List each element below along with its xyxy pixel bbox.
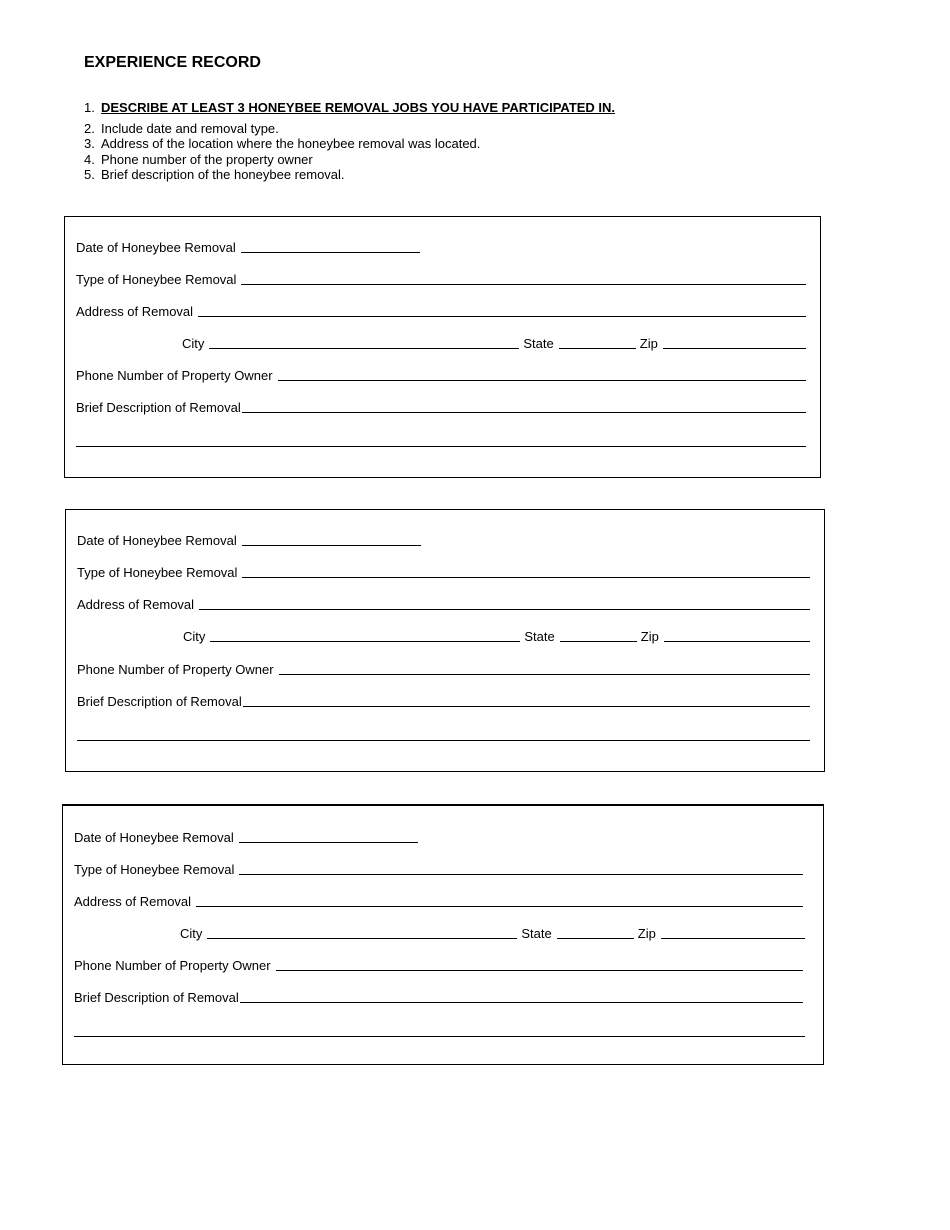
date-label: Date of Honeybee Removal <box>74 830 234 845</box>
state-field[interactable] <box>560 627 637 642</box>
instruction-text: Include date and removal type. <box>101 120 279 136</box>
description-continuation-field[interactable] <box>74 1022 805 1037</box>
description-label: Brief Description of Removal <box>76 400 241 415</box>
date-label: Date of Honeybee Removal <box>76 240 236 255</box>
type-field[interactable] <box>239 860 803 875</box>
address-row <box>74 891 803 909</box>
city-field[interactable] <box>209 334 519 349</box>
zip-field[interactable] <box>663 334 806 349</box>
instruction-number: 5. <box>84 167 95 183</box>
description-continuation-field[interactable] <box>76 432 806 447</box>
removal-record-box <box>62 804 824 1065</box>
city-field[interactable] <box>210 627 520 642</box>
instruction-item <box>84 121 615 137</box>
state-field[interactable] <box>559 334 636 349</box>
instruction-text: Address of the location where the honeybee removal was located. <box>101 136 481 152</box>
address-row <box>77 594 810 612</box>
zip-label: Zip <box>640 629 659 644</box>
description-row <box>77 691 810 709</box>
description-label: Brief Description of Removal <box>74 990 239 1005</box>
city-state-zip-row <box>74 923 805 941</box>
type-field[interactable] <box>242 563 810 578</box>
description-field[interactable] <box>243 692 810 707</box>
address-label: Address of Removal <box>76 304 194 319</box>
phone-row <box>74 955 803 973</box>
instruction-text: Brief description of the honeybee removal. <box>101 167 345 183</box>
type-label: Type of Honeybee Removal <box>76 272 237 287</box>
city-field[interactable] <box>207 924 517 939</box>
address-field[interactable] <box>198 302 806 317</box>
state-label: State <box>523 336 554 351</box>
state-label: State <box>521 926 552 941</box>
address-field[interactable] <box>199 595 810 610</box>
instruction-number: 2. <box>84 120 95 136</box>
phone-label: Phone Number of Property Owner <box>77 662 274 677</box>
city-label: City <box>180 926 203 941</box>
type-field[interactable] <box>241 270 806 285</box>
date-field[interactable] <box>239 828 418 843</box>
phone-row <box>77 659 810 677</box>
zip-label: Zip <box>637 926 656 941</box>
removal-record-box <box>65 509 825 772</box>
zip-field[interactable] <box>661 924 805 939</box>
state-label: State <box>524 629 555 644</box>
address-label: Address of Removal <box>77 597 195 612</box>
zip-field[interactable] <box>664 627 810 642</box>
instruction-item <box>84 100 615 116</box>
phone-label: Phone Number of Property Owner <box>76 368 273 383</box>
address-field[interactable] <box>196 892 803 907</box>
phone-field[interactable] <box>279 660 810 675</box>
type-label: Type of Honeybee Removal <box>74 862 235 877</box>
phone-row <box>76 365 806 383</box>
description-continuation-row <box>77 725 810 743</box>
date-field[interactable] <box>241 238 420 253</box>
type-row <box>76 269 806 287</box>
description-continuation-row <box>74 1021 805 1039</box>
instruction-text: DESCRIBE AT LEAST 3 HONEYBEE REMOVAL JOBS YOU HAVE PARTICIPATED IN. <box>101 100 616 115</box>
removal-record-box <box>64 216 821 478</box>
date-label: Date of Honeybee Removal <box>77 533 237 548</box>
description-field[interactable] <box>240 988 803 1003</box>
instruction-item <box>84 152 615 168</box>
city-label: City <box>182 336 205 351</box>
instruction-text: Phone number of the property owner <box>101 151 313 167</box>
zip-label: Zip <box>639 336 658 351</box>
date-row <box>76 237 806 255</box>
phone-field[interactable] <box>276 956 803 971</box>
description-continuation-row <box>76 431 806 449</box>
date-row <box>77 530 810 548</box>
phone-field[interactable] <box>278 366 806 381</box>
instruction-number: 1. <box>84 100 95 115</box>
description-row <box>76 397 806 415</box>
description-field[interactable] <box>242 398 806 413</box>
state-field[interactable] <box>557 924 634 939</box>
phone-label: Phone Number of Property Owner <box>74 958 271 973</box>
date-row <box>74 827 809 845</box>
instruction-number: 4. <box>84 151 95 167</box>
description-continuation-field[interactable] <box>77 726 810 741</box>
city-state-zip-row <box>76 333 806 351</box>
city-state-zip-row <box>77 626 810 644</box>
instructions-list <box>84 100 615 183</box>
instruction-item <box>84 136 615 152</box>
address-row <box>76 301 806 319</box>
instruction-item <box>84 167 615 183</box>
instruction-number: 3. <box>84 136 95 152</box>
page-title: EXPERIENCE RECORD <box>84 54 261 71</box>
date-field[interactable] <box>242 531 421 546</box>
type-row <box>77 562 810 580</box>
city-label: City <box>183 629 206 644</box>
type-label: Type of Honeybee Removal <box>77 565 238 580</box>
description-label: Brief Description of Removal <box>77 694 242 709</box>
description-row <box>74 987 803 1005</box>
type-row <box>74 859 803 877</box>
address-label: Address of Removal <box>74 894 192 909</box>
